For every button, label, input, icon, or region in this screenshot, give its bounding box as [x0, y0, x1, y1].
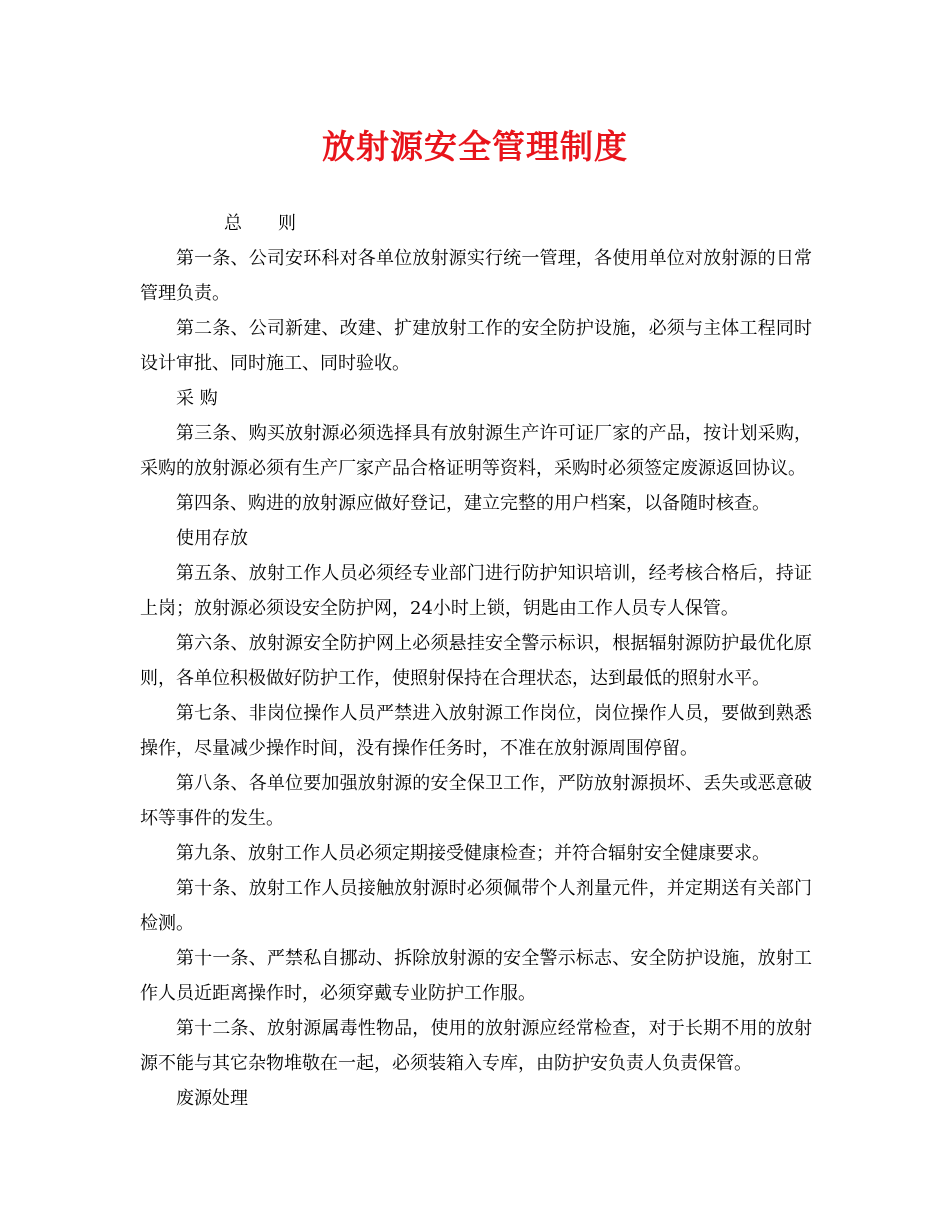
article-paragraph: 第一条、公司安环科对各单位放射源实行统一管理，各使用单位对放射源的日常管理负责。: [140, 248, 812, 304]
section-heading-purchase: 采 购: [176, 388, 218, 409]
article-paragraph: 第五条、放射工作人员必须经专业部门进行防护知识培训，经考核合格后，持证上岗；放射源必须设安全防护网，24小时上锁，钥匙由工作人员专人保管。: [140, 563, 812, 619]
article-paragraph: 第九条、放射工作人员必须定期接受健康检查；并符合辐射安全健康要求。: [176, 843, 770, 864]
article-paragraph: 第十二条、放射源属毒性物品，使用的放射源应经常检查，对于长期不用的放射源不能与其它杂物堆敬在一起，必须装箱入专库，由防护安负责人负责保管。: [140, 1018, 812, 1074]
article-paragraph: 第二条、公司新建、改建、扩建放射工作的安全防护设施，必须与主体工程同时设计审批、同时施工、同时验收。: [140, 318, 812, 374]
article-paragraph: 第十一条、严禁私自挪动、拆除放射源的安全警示标志、安全防护设施，放射工作人员近距离操作时，必须穿戴专业防护工作服。: [140, 948, 812, 1004]
article-paragraph: 第八条、各单位要加强放射源的安全保卫工作，严防放射源损坏、丢失或恶意破坏等事件的发生。: [140, 773, 812, 829]
article-paragraph: 第三条、购买放射源必须选择具有放射源生产许可证厂家的产品，按计划采购，采购的放射源必须有生产厂家产品合格证明等资料，采购时必须签定废源返回协议。: [140, 423, 812, 479]
article-paragraph: 第四条、购进的放射源应做好登记，建立完整的用户档案，以备随时核查。: [176, 493, 770, 514]
heading-char: 总: [224, 213, 242, 234]
section-heading-general: [140, 206, 812, 241]
document-title: 放射源安全管理制度: [322, 127, 628, 166]
article-paragraph: 第十条、放射工作人员接触放射源时必须佩带个人剂量元件，并定期送有关部门检测。: [140, 878, 812, 934]
document-body: [140, 206, 812, 1116]
heading-char: 则: [278, 213, 296, 234]
section-heading-usage-storage: 使用存放: [176, 528, 248, 549]
article-paragraph: 第七条、非岗位操作人员严禁进入放射源工作岗位，岗位操作人员，要做到熟悉操作，尽量减少操作时间，没有操作任务时，不准在放射源周围停留。: [140, 703, 812, 759]
section-heading-waste-disposal: 废源处理: [176, 1088, 248, 1109]
article-paragraph: 第六条、放射源安全防护网上必须悬挂安全警示标识，根据辐射源防护最优化原则，各单位积极做好防护工作，使照射保持在合理状态，达到最低的照射水平。: [140, 633, 812, 689]
